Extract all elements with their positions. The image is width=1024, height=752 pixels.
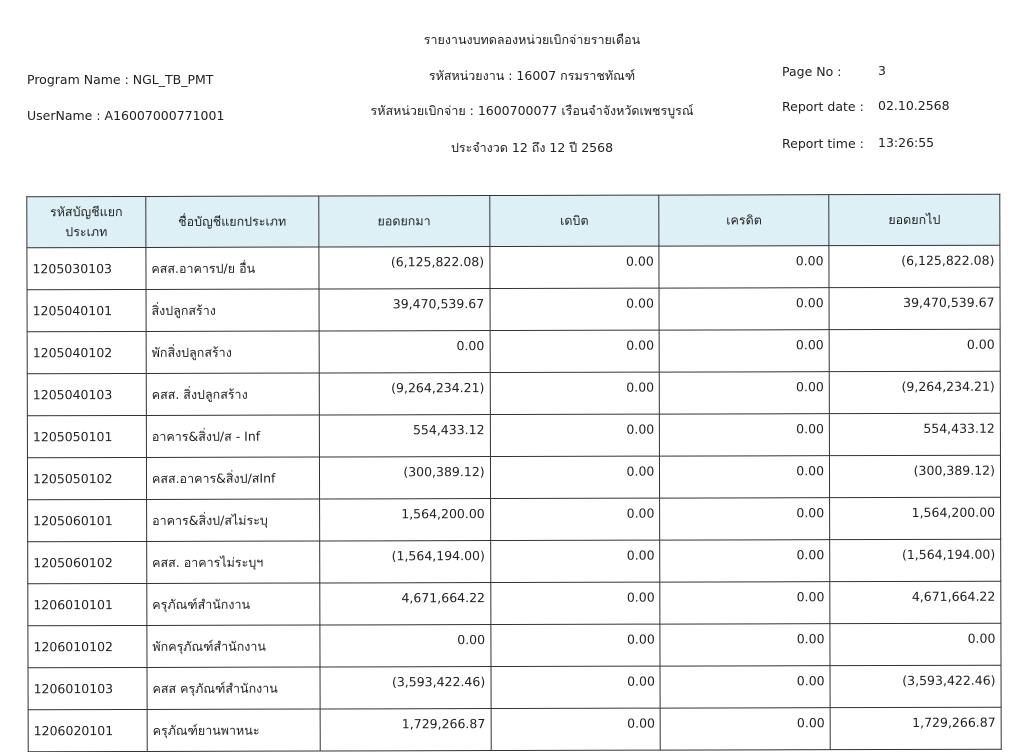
account-name-cell: คสส. อาคารไม่ระบุฯ	[147, 541, 320, 583]
trial-balance-table	[26, 194, 1001, 752]
opening-balance-cell: 0.00	[319, 331, 490, 373]
closing-balance-cell: (1,564,194.00)	[830, 539, 1001, 581]
credit-cell: 0.00	[660, 414, 830, 456]
report-time-label: Report time :	[782, 136, 864, 151]
debit-cell: 0.00	[490, 414, 660, 456]
debit-cell: 0.00	[491, 666, 661, 708]
closing-balance-cell: 1,564,200.00	[830, 497, 1001, 539]
table-row	[28, 539, 1001, 584]
table-row	[28, 623, 1001, 668]
opening-balance-cell: (300,389.12)	[319, 457, 490, 499]
username: UserName : A16007000771001	[27, 108, 225, 123]
column-header-credit: เครดิต	[659, 195, 829, 246]
column-header-account-code: รหัสบัญชีแยกประเภท	[27, 196, 146, 247]
account-name-cell: อาคาร&สิ่งป/สไม่ระบุ	[147, 499, 320, 541]
table-row	[27, 371, 1000, 416]
debit-cell: 0.00	[490, 372, 660, 414]
opening-balance-cell: 1,564,200.00	[319, 499, 490, 541]
table-row	[28, 497, 1001, 542]
account-code-cell: 1205030103	[27, 247, 146, 289]
account-code-cell: 1205040102	[27, 331, 146, 373]
closing-balance-cell: 39,470,539.67	[829, 287, 1000, 329]
credit-cell: 0.00	[660, 666, 830, 708]
table-row	[27, 413, 1000, 458]
debit-cell: 0.00	[490, 582, 660, 624]
account-code-cell: 1205060102	[28, 541, 147, 583]
account-code-cell: 1205040103	[27, 373, 146, 415]
column-header-account-name: ชื่อบัญชีแยกประเภท	[146, 196, 319, 247]
account-name-cell: คสส.อาคาร&สิ่งป/สInf	[146, 457, 319, 499]
account-name-cell: พักครุภัณฑ์สำนักงาน	[147, 625, 320, 667]
debit-cell: 0.00	[490, 246, 660, 288]
program-name: Program Name : NGL_TB_PMT	[27, 72, 214, 87]
credit-cell: 0.00	[660, 624, 830, 666]
credit-cell: 0.00	[660, 708, 830, 750]
closing-balance-cell: 1,729,266.87	[830, 707, 1001, 749]
credit-cell: 0.00	[660, 372, 830, 414]
page-number: 3	[878, 63, 886, 78]
credit-cell: 0.00	[659, 288, 829, 330]
closing-balance-cell: (3,593,422.46)	[830, 665, 1001, 707]
account-name-cell: คสส ครุภัณฑ์สำนักงาน	[147, 667, 320, 709]
debit-cell: 0.00	[490, 540, 660, 582]
credit-cell: 0.00	[660, 456, 830, 498]
account-name-cell: สิ่งปลูกสร้าง	[146, 289, 319, 331]
account-name-cell: คสส. สิ่งปลูกสร้าง	[146, 373, 319, 415]
table-row	[28, 665, 1001, 710]
credit-cell: 0.00	[659, 330, 829, 372]
opening-balance-cell: (1,564,194.00)	[319, 541, 490, 583]
report-date-label: Report date :	[782, 99, 864, 114]
report-date: 02.10.2568	[878, 98, 950, 113]
credit-cell: 0.00	[660, 582, 830, 624]
report-period: ประจำงวด 12 ถึง 12 ปี 2568	[450, 140, 614, 155]
disbursing-unit: รหัสหน่วยเบิกจ่าย : 1600700077 เรือนจำจังหวัดเพชรบูรณ์	[370, 103, 694, 118]
account-name-cell: อาคาร&สิ่งป/ส - Inf	[146, 415, 319, 457]
account-name-cell: ครุภัณฑ์สำนักงาน	[147, 583, 320, 625]
table-row	[27, 245, 1000, 290]
opening-balance-cell: (3,593,422.46)	[320, 667, 491, 709]
opening-balance-cell: 1,729,266.87	[320, 709, 491, 751]
closing-balance-cell: 0.00	[830, 623, 1001, 665]
page-label: Page No :	[782, 64, 842, 79]
debit-cell: 0.00	[490, 330, 660, 372]
report-time: 13:26:55	[878, 135, 935, 150]
debit-cell: 0.00	[490, 498, 660, 540]
closing-balance-cell: (300,389.12)	[830, 455, 1001, 497]
account-code-cell: 1205050102	[27, 457, 146, 499]
report-title: รายงานงบทดลองหน่วยเบิกจ่ายรายเดือน	[423, 32, 641, 47]
credit-cell: 0.00	[660, 498, 830, 540]
opening-balance-cell: 4,671,664.22	[320, 583, 491, 625]
opening-balance-cell: 0.00	[320, 625, 491, 667]
account-code-cell: 1206020101	[28, 709, 147, 751]
agency-code: รหัสหน่วยงาน : 16007 กรมราชทัณฑ์	[428, 68, 636, 83]
debit-cell: 0.00	[490, 288, 660, 330]
credit-cell: 0.00	[660, 540, 830, 582]
closing-balance-cell: (6,125,822.08)	[829, 245, 1000, 287]
debit-cell: 0.00	[490, 456, 660, 498]
column-header-debit: เดบิต	[489, 195, 659, 246]
account-name-cell: พักสิ่งปลูกสร้าง	[146, 331, 319, 373]
account-code-cell: 1206010103	[28, 667, 147, 709]
closing-balance-cell: 0.00	[829, 329, 1000, 371]
account-code-cell: 1206010101	[28, 583, 147, 625]
table-row	[28, 707, 1001, 752]
column-header-opening-balance: ยอดยกมา	[319, 196, 490, 247]
credit-cell: 0.00	[659, 246, 829, 288]
opening-balance-cell: (9,264,234.21)	[319, 373, 490, 415]
debit-cell: 0.00	[491, 708, 661, 750]
table-row	[28, 581, 1001, 626]
closing-balance-cell: 4,671,664.22	[830, 581, 1001, 623]
opening-balance-cell: 39,470,539.67	[319, 289, 490, 331]
closing-balance-cell: 554,433.12	[829, 413, 1000, 455]
opening-balance-cell: (6,125,822.08)	[319, 247, 490, 289]
debit-cell: 0.00	[491, 624, 661, 666]
closing-balance-cell: (9,264,234.21)	[829, 371, 1000, 413]
account-code-cell: 1206010102	[28, 625, 147, 667]
account-code-cell: 1205050101	[27, 415, 146, 457]
table-row	[27, 329, 1000, 374]
account-code-cell: 1205040101	[27, 289, 146, 331]
account-name-cell: ครุภัณฑ์ยานพาหนะ	[147, 709, 320, 751]
column-header-closing-balance: ยอดยกไป	[829, 194, 1000, 245]
opening-balance-cell: 554,433.12	[319, 415, 490, 457]
table-row	[27, 287, 1000, 332]
table-row	[27, 455, 1000, 500]
account-name-cell: คสส.อาคารป/ย อื่น	[146, 247, 319, 289]
account-code-cell: 1205060101	[28, 499, 147, 541]
